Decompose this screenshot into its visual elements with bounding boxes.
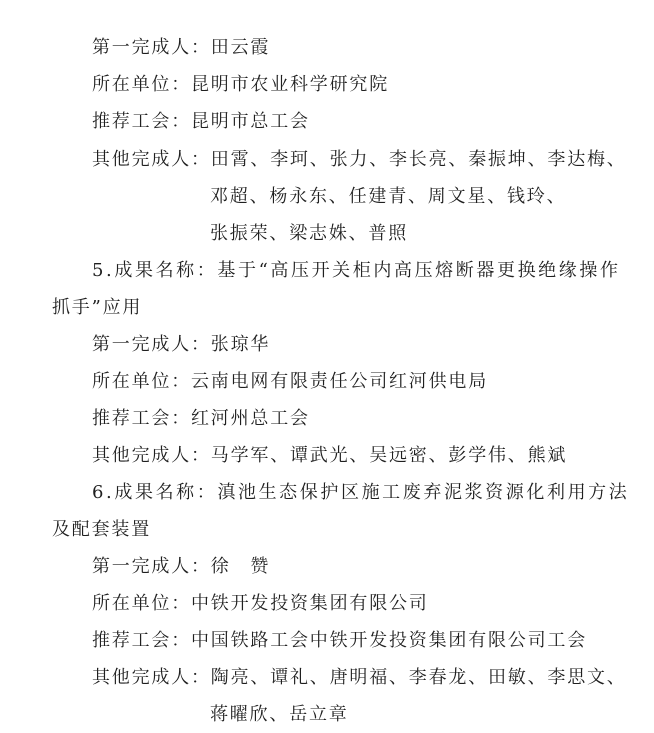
s6-first-completer: 第一完成人：徐 赞 bbox=[92, 556, 271, 577]
s5-unit: 所在单位：云南电网有限责任公司红河供电局 bbox=[92, 371, 488, 392]
s4-others-line3: 张振荣、梁志姝、普照 bbox=[210, 223, 408, 244]
s5-title-line2: 抓手”应用 bbox=[52, 297, 143, 318]
s5-others-line1: 其他完成人：马学军、谭武光、吴远密、彭学伟、熊斌 bbox=[92, 445, 568, 466]
s4-union: 推荐工会：昆明市总工会 bbox=[92, 111, 310, 132]
s6-union: 推荐工会：中国铁路工会中铁开发投资集团有限公司工会 bbox=[92, 630, 587, 651]
s4-others-line2: 邓超、杨永东、任建青、周文星、钱玲、 bbox=[210, 186, 567, 207]
s4-unit: 所在单位：昆明市农业科学研究院 bbox=[92, 74, 389, 95]
s5-union: 推荐工会：红河州总工会 bbox=[92, 408, 310, 429]
s5-title-line1: 5.成果名称：基于“高压开关柜内高压熔断器更换绝缘操作 bbox=[92, 260, 621, 281]
s5-first-completer: 第一完成人：张琼华 bbox=[92, 334, 271, 355]
s6-title-line1: 6.成果名称：滇池生态保护区施工废弃泥浆资源化利用方法 bbox=[92, 482, 630, 503]
s6-others-line1: 其他完成人：陶亮、谭礼、唐明福、李春龙、田敏、李思文、 bbox=[92, 667, 627, 688]
s6-title-line2: 及配套装置 bbox=[52, 519, 151, 540]
s6-unit: 所在单位：中铁开发投资集团有限公司 bbox=[92, 593, 429, 614]
s4-first-completer: 第一完成人：田云霞 bbox=[92, 37, 271, 58]
s6-others-line2: 蒋曜欣、岳立章 bbox=[210, 704, 349, 725]
s4-others-line1: 其他完成人：田霄、李珂、张力、李长亮、秦振坤、李达梅、 bbox=[92, 149, 627, 170]
